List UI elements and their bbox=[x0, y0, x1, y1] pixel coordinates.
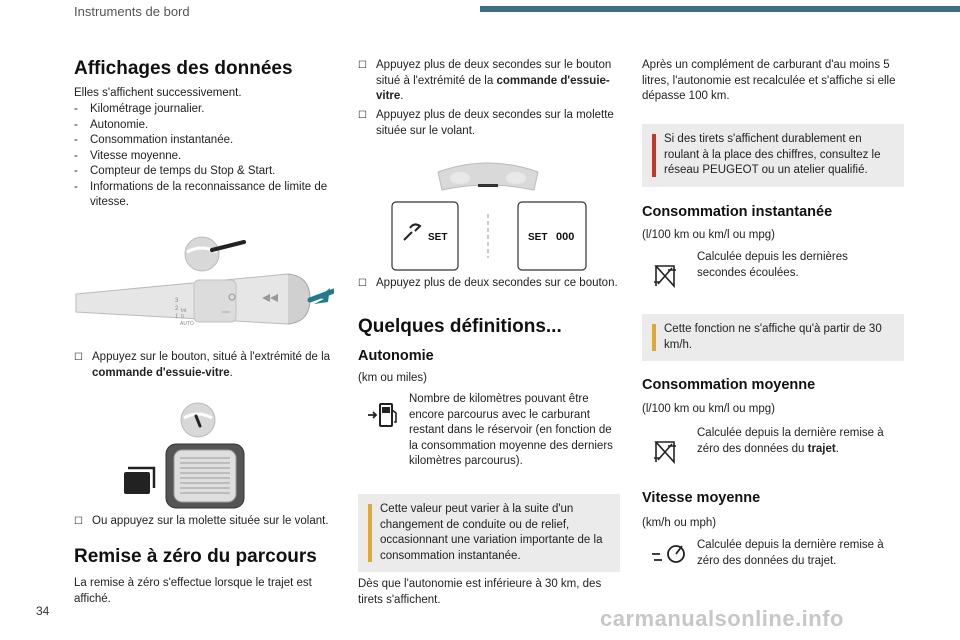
section-header: Instruments de bord bbox=[74, 4, 190, 19]
speedometer-icon bbox=[650, 540, 688, 571]
inst-description: Calculée depuis les dernières secondes écoulées. bbox=[697, 251, 848, 279]
arrow-icon bbox=[310, 288, 334, 304]
moy-unit: (l/100 km ou km/l ou mpg) bbox=[642, 403, 775, 415]
step-hold-wiper-button: ☐ Appuyez plus de deux secondes sur le bouton situé à l'extrémité de la commande d'essuie-vitre. bbox=[358, 59, 612, 102]
set-button-illustration bbox=[388, 154, 598, 274]
autonomie-unit: (km ou miles) bbox=[358, 372, 428, 384]
thumbwheel-icon bbox=[166, 444, 244, 508]
scroll-icon bbox=[124, 468, 154, 494]
warning-note-dashes: Si des tirets s'affichent durablement en roulant à la place des chiffres, consultez le réseau PEUGEOT ou un atelier qualifié. bbox=[642, 124, 904, 187]
intro-text: Elles s'affichent successivement. bbox=[74, 87, 242, 99]
title-definitions: Quelques définitions... bbox=[358, 316, 562, 337]
info-note-autonomie: Cette valeur peut varier à la suite d'un changement de conduite ou de relief, occasionnant une variation importante de la consommation instantanée. bbox=[358, 494, 620, 572]
refuel-text: Après un complément de carburant d'au moins 5 litres, l'autonomie est recalculée et s'affiche si elle dépasse 100 km. bbox=[642, 59, 896, 102]
moy-description: Calculée depuis la dernière remise à zéro des données du trajet. bbox=[697, 427, 884, 455]
stalk-body bbox=[76, 274, 310, 327]
fuel-range-icon bbox=[366, 400, 400, 435]
reset-text: La remise à zéro s'effectue lorsque le trajet est affiché. bbox=[74, 577, 312, 605]
vit-unit: (km/h ou mph) bbox=[642, 517, 717, 529]
steering-wheel-icon bbox=[185, 237, 244, 271]
title-consommation-instantanee: Consommation instantanée bbox=[642, 204, 833, 220]
inst-unit: (l/100 km ou km/l ou mpg) bbox=[642, 229, 775, 241]
svg-text:2: 2 bbox=[175, 306, 179, 312]
info-bar bbox=[652, 324, 656, 351]
list-item: - Autonomie. bbox=[74, 118, 149, 131]
fuel-pump-icon bbox=[652, 262, 682, 293]
list-item: - Compteur de temps du Stop & Start. bbox=[74, 165, 276, 177]
vit-description: Calculée depuis la dernière remise à zéro des données du trajet. bbox=[697, 539, 884, 567]
step-press-wiper-button: ☐ Appuyez sur le bouton, situé à l'extrémité de la commande d'essuie-vitre. bbox=[74, 351, 331, 379]
set-button-left bbox=[392, 202, 458, 270]
info-note-speed: Cette fonction ne s'affiche qu'à partir de 30 km/h. bbox=[642, 314, 904, 361]
svg-text:1: 1 bbox=[175, 314, 179, 320]
warning-bar bbox=[652, 134, 656, 177]
title-affichages: Affichages des données bbox=[74, 58, 293, 79]
title-autonomie: Autonomie bbox=[358, 348, 434, 364]
info-bar bbox=[368, 504, 372, 562]
list-item: - Informations de la reconnaissance de limite de vitesse. bbox=[74, 180, 328, 208]
svg-text:3: 3 bbox=[175, 298, 179, 304]
instrument-cluster-icon bbox=[438, 163, 538, 190]
fuel-pump-icon bbox=[652, 438, 682, 469]
steering-wheel-icon bbox=[181, 403, 215, 437]
header-accent-bar bbox=[480, 6, 960, 12]
autonomie-description: Nombre de kilomètres pouvant être encore parcourus avec le carburant restant dans le réservoir (en fonction de la consommation moyenne des derniers kilomètres parcourus). bbox=[409, 393, 613, 467]
svg-text:SET: SET bbox=[528, 232, 548, 243]
svg-text:000: 000 bbox=[556, 231, 575, 243]
svg-text:SET: SET bbox=[428, 232, 448, 243]
thumbwheel-illustration bbox=[118, 392, 248, 512]
title-remise-a-zero: Remise à zéro du parcours bbox=[74, 546, 317, 567]
list-item: - Kilométrage journalier. bbox=[74, 103, 205, 115]
page-number: 34 bbox=[36, 604, 50, 618]
after-note-text: Dès que l'autonomie est inférieure à 30 km, des tirets s'affichent. bbox=[358, 578, 602, 606]
svg-text:AUTO: AUTO bbox=[180, 321, 194, 327]
title-vitesse-moyenne: Vitesse moyenne bbox=[642, 490, 761, 506]
display-list bbox=[74, 102, 344, 211]
step-press-thumbwheel: ☐ Ou appuyez sur la molette située sur le volant. bbox=[74, 515, 329, 527]
svg-text:Int: Int bbox=[181, 308, 187, 314]
wiper-stalk-illustration bbox=[74, 228, 334, 338]
set-button-right bbox=[518, 202, 586, 270]
step-hold-set-button: ☐ Appuyez plus de deux secondes sur ce bouton. bbox=[358, 277, 618, 289]
list-item: - Consommation instantanée. bbox=[74, 134, 234, 146]
step-hold-thumbwheel: ☐ Appuyez plus de deux secondes sur la molette située sur le volant. bbox=[358, 109, 614, 137]
title-consommation-moyenne: Consommation moyenne bbox=[642, 377, 816, 393]
list-item: - Vitesse moyenne. bbox=[74, 149, 182, 162]
watermark: carmanualsonline.info bbox=[600, 606, 844, 631]
svg-text:0: 0 bbox=[181, 314, 184, 320]
